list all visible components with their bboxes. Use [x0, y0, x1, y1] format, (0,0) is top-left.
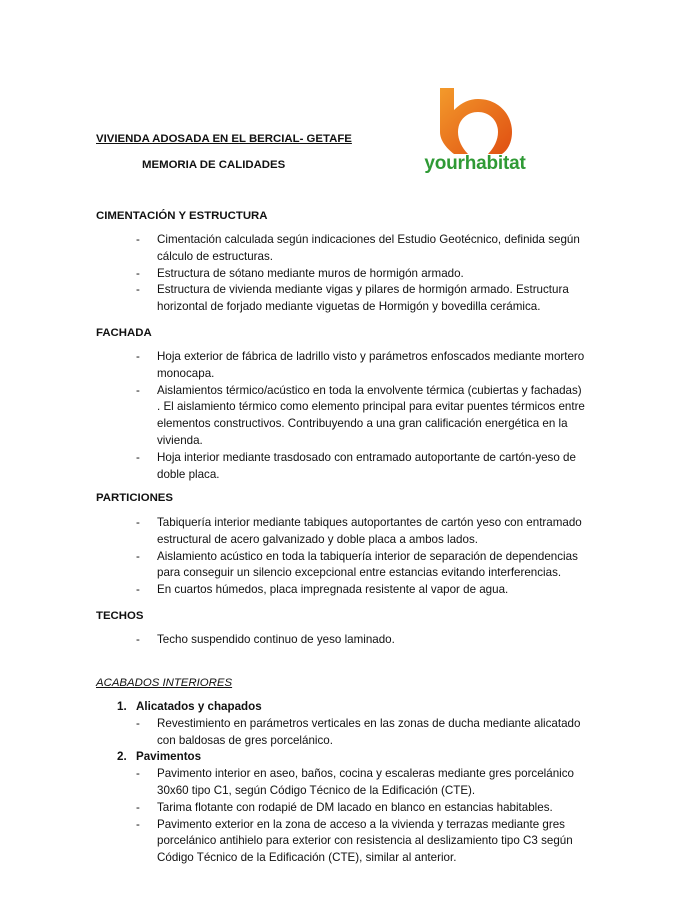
list-item: - En cuartos húmedos, placa impregnada resistente al vapor de agua. — [157, 582, 587, 599]
subsection-alicatados — [117, 699, 587, 749]
subsection-title: Alicatados y chapados — [136, 700, 262, 713]
yourhabitat-logo — [418, 84, 532, 182]
list-item: - Tarima flotante con rodapié de DM lacado en blanco en estancias habitables. — [157, 800, 587, 817]
list-item: - Aislamientos térmico/acústico en toda la envolvente térmica (cubiertas y fachadas) . El aislamiento térmico como elemento principal para evitar puentes térmicos entre elementos constructivos. Contribuyendo a una gran calificación energética en la vivienda. — [157, 383, 587, 450]
subsection-pavimentos — [117, 749, 587, 867]
section-heading-cimentacion: CIMENTACIÓN Y ESTRUCTURA — [96, 210, 268, 222]
logo-mark-icon — [418, 84, 532, 156]
list-particiones — [157, 515, 587, 599]
list-item: - Hoja interior mediante trasdosado con entramado autoportante de cartón-yeso de doble placa. — [157, 450, 587, 484]
list-item: - Estructura de vivienda mediante vigas y pilares de hormigón armado. Estructura horizontal de forjado mediante viguetas de Hormigón y bovedilla cerámica. — [157, 282, 587, 316]
list-item: - Cimentación calculada según indicaciones del Estudio Geotécnico, definida según cálculo de estructuras. — [157, 232, 587, 266]
section-heading-acabados: ACABADOS INTERIORES — [96, 677, 233, 689]
document-subtitle: MEMORIA DE CALIDADES — [142, 159, 286, 171]
list-cimentacion — [157, 232, 587, 316]
list-alicatados — [157, 716, 587, 750]
list-item: - Revestimiento en parámetros verticales en las zonas de ducha mediante alicatado con baldosas de gres porcelánico. — [157, 716, 587, 750]
section-heading-particiones: PARTICIONES — [96, 492, 173, 504]
list-item: - Techo suspendido continuo de yeso laminado. — [157, 632, 587, 649]
document-title: VIVIENDA ADOSADA EN EL BERCIAL- GETAFE — [96, 133, 352, 145]
list-pavimentos — [157, 766, 587, 867]
list-acabados — [117, 699, 587, 867]
subsection-title: Pavimentos — [136, 750, 202, 764]
list-item: - Aislamiento acústico en toda la tabiquería interior de separación de dependencias para conseguir un silencio excepcional entre estancias evitando interferencias. — [157, 549, 587, 583]
list-item: - Estructura de sótano mediante muros de hormigón armado. — [157, 266, 587, 283]
list-fachada — [157, 349, 587, 483]
list-techos — [157, 632, 587, 649]
section-heading-techos: TECHOS — [96, 610, 144, 622]
subsection-number: 2. — [117, 750, 127, 764]
subsection-number: 1. — [117, 700, 127, 713]
list-item: - Tabiquería interior mediante tabiques autoportantes de cartón yeso con entramado estructural de acero galvanizado y doble placa a ambos lados. — [157, 515, 587, 549]
logo-text: yourhabitat — [424, 153, 526, 174]
section-heading-fachada: FACHADA — [96, 327, 152, 339]
list-item: - Pavimento exterior en la zona de acceso a la vivienda y terrazas mediante gres porcelánico antihielo para exterior con resistencia al deslizamiento tipo C3 según Código Técnico de la Edificación (CTE), similar al anterior. — [157, 817, 587, 867]
list-item: - Hoja exterior de fábrica de ladrillo visto y parámetros enfoscados mediante mortero monocapa. — [157, 349, 587, 383]
list-item: - Pavimento interior en aseo, baños, cocina y escaleras mediante gres porcelánico 30x60 tipo C1, según Código Técnico de la Edificación (CTE). — [157, 766, 587, 800]
